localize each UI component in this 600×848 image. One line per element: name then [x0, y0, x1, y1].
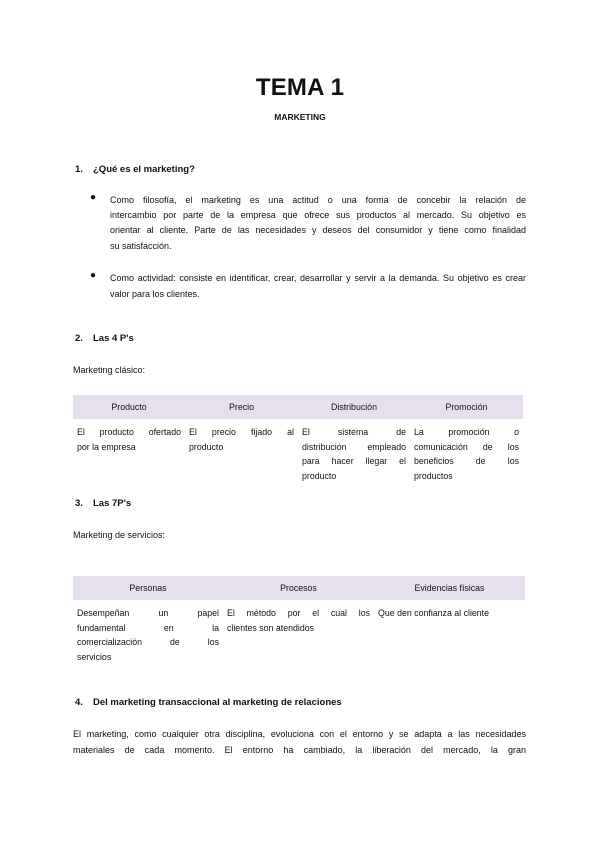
section-4-heading	[75, 697, 342, 708]
table-4ps-header-row	[73, 395, 523, 419]
bullet-1-icon: ●	[90, 192, 97, 203]
section-2-title: Las 4 P's	[93, 333, 134, 344]
section-2-heading	[75, 333, 134, 344]
section-3-heading	[75, 498, 131, 509]
section-1-number: 1.	[75, 164, 83, 175]
section-3-number: 3.	[75, 498, 83, 509]
table-4ps-header: Producto	[73, 395, 185, 419]
table-7ps-cell-personas: Desempeñan un papel fundamental en la comercialización de los servicios	[77, 608, 219, 662]
section-4-number: 4.	[75, 697, 83, 708]
table-4ps-row	[73, 419, 523, 483]
table-4ps-header: Distribución	[298, 395, 410, 419]
table-7ps-cell-evidencias: Que den confianza al cliente	[378, 608, 490, 618]
table-4ps-header: Precio	[185, 395, 298, 419]
bullet-1-line-3: orientar al cliente. Parte de las necesidades y deseos del consumidor y tiene como finalidad	[110, 225, 526, 235]
table-7ps-header: Personas	[73, 576, 223, 600]
table-7ps-row	[73, 600, 525, 664]
table-7ps-header: Procesos	[223, 576, 374, 600]
section-3-title: Las 7P's	[93, 498, 132, 509]
bullet-2-line-2: valor para los clientes.	[110, 289, 200, 299]
table-4ps-cell-promocion: La promoción o comunicación de los beneficios de los productos	[414, 427, 519, 481]
table-4ps	[73, 395, 523, 483]
bullet-1-line-2: intercambio por parte de la empresa que ofrece sus productos al mercado. Su objetivo es	[110, 210, 526, 220]
section-4-title: Del marketing transaccional al marketing de relaciones	[93, 697, 342, 708]
section-1-heading	[75, 164, 195, 175]
table-7ps-cell-procesos: El método por el cual los clientes son atendidos	[227, 608, 370, 633]
table-4ps-header: Promoción	[410, 395, 523, 419]
table-7ps	[73, 576, 525, 664]
table-4ps-cell-producto: El producto ofertado por la empresa	[77, 427, 181, 452]
section-4-line-2: materiales de cada momento. El entorno ha cambiado, la liberación del mercado, la gran	[73, 745, 526, 755]
bullet-1-line-4: su satisfacción.	[110, 241, 172, 251]
bullet-1-line-1: Como filosofía, el marketing es una actitud o una forma de concebir la relación de	[110, 195, 526, 205]
bullet-2-icon: ●	[90, 270, 97, 281]
section-2-caption: Marketing clásico:	[73, 365, 146, 375]
bullet-2-line-1: Como actividad: consiste en identificar, crear, desarrollar y servir a la demanda. Su objetivo es crear	[110, 273, 526, 283]
section-1-title: ¿Qué es el marketing?	[93, 164, 195, 175]
section-4-line-1: El marketing, como cualquier otra disciplina, evoluciona con el entorno y se adapta a las necesidades	[73, 729, 526, 739]
page-subtitle: MARKETING	[274, 112, 326, 122]
table-4ps-cell-precio: El precio fijado al producto	[189, 427, 294, 452]
section-3-caption: Marketing de servicios:	[73, 530, 166, 540]
table-4ps-cell-distribucion: El sistema de distribución empleado para hacer llegar el producto	[302, 427, 406, 481]
page-title: TEMA 1	[255, 74, 345, 101]
table-7ps-header-row	[73, 576, 525, 600]
section-2-number: 2.	[75, 333, 83, 344]
table-7ps-header: Evidencias físicas	[374, 576, 525, 600]
